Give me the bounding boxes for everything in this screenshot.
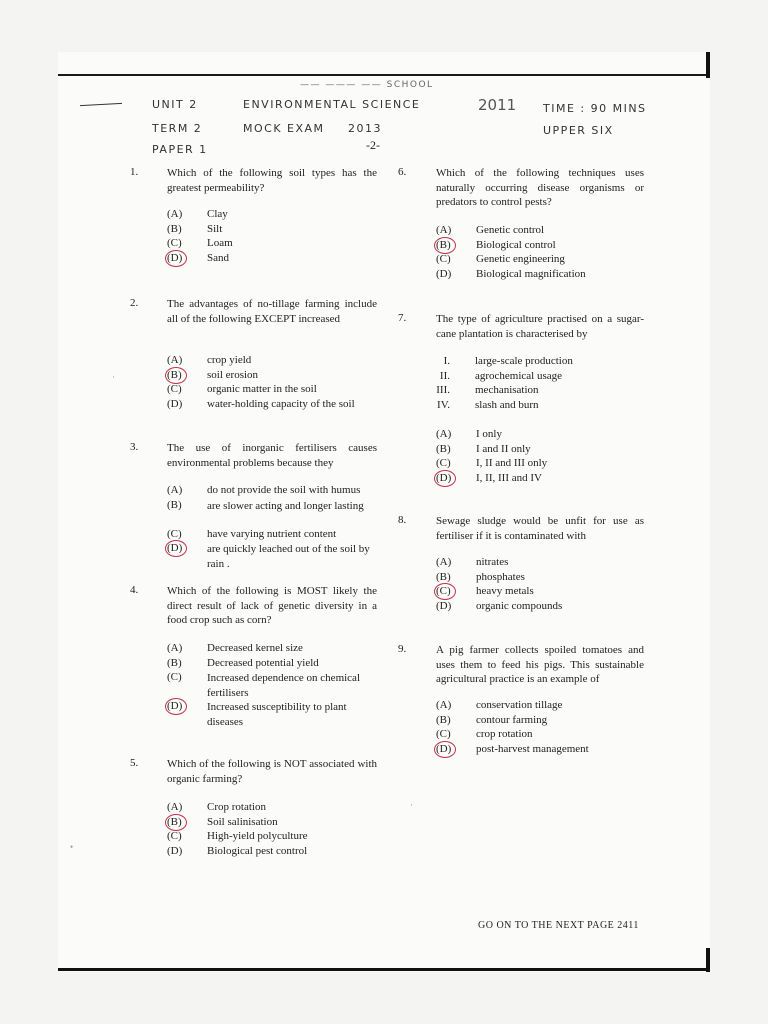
option-letter: (D) (167, 700, 183, 712)
option-text: organic matter in the soil (207, 383, 317, 395)
stray-mark: • (70, 842, 74, 852)
option-text: crop yield (207, 354, 252, 366)
option-letter: (C) (436, 457, 451, 469)
option-text: Increased dependence on chemical fertilisers (207, 672, 360, 699)
statement-text: slash and burn (475, 398, 539, 411)
option-letter: (A) (436, 224, 452, 236)
option-letter: (D) (167, 844, 183, 857)
option-text: post-harvest management (476, 742, 589, 755)
option-text: Sand (207, 251, 229, 264)
year-label: 2011 (478, 96, 517, 114)
exam-year-label: 2013 (348, 122, 382, 135)
top-right-rule (706, 52, 710, 78)
bottom-rule (58, 968, 710, 971)
option-letter: (D) (167, 251, 183, 264)
option-text: Loam (207, 237, 233, 249)
option-letter: (C) (436, 253, 451, 265)
statement-text: agrochemical usage (475, 369, 563, 382)
question-number: 6. (398, 166, 407, 178)
statement-numeral: I. (443, 355, 450, 367)
question-stem: A pig farmer collects spoiled tomatoes and uses them to feed his pigs. This sustainable agricultural practice is an example of (436, 644, 644, 685)
option-letter: (B) (167, 815, 182, 828)
question-number: 9. (398, 643, 407, 655)
option-letter: (C) (436, 585, 451, 597)
option-text: soil erosion (207, 368, 259, 381)
option-text: Biological control (476, 238, 556, 251)
question-number: 8. (398, 514, 407, 526)
option-letter: (A) (436, 699, 452, 711)
option-text: are quickly leached out of the soil by rain . (207, 543, 370, 570)
option-text: High-yield polyculture (207, 830, 308, 842)
question-number: 7. (398, 312, 407, 324)
school-word: SCHOOL (386, 80, 434, 90)
option-letter: (B) (167, 656, 182, 669)
option-letter: (A) (436, 556, 452, 568)
form-label: UPPER SIX (543, 124, 614, 137)
option-letter: (C) (167, 830, 182, 842)
option-text: heavy metals (476, 585, 534, 597)
statement-text: large-scale production (475, 355, 573, 367)
question-stem: The use of inorganic fertilisers causes environmental problems because they (167, 442, 377, 469)
option-text: organic compounds (476, 599, 563, 612)
option-text: do not provide the soil with humus (207, 484, 361, 496)
option-letter: (B) (436, 713, 451, 726)
option-text: I only (476, 428, 502, 440)
option-letter: (D) (167, 397, 183, 410)
question-number: 1. (130, 166, 139, 178)
option-text: I, II, III and IV (476, 471, 542, 484)
unit-label: UNIT 2 (152, 98, 198, 111)
option-text: Soil salinisation (207, 815, 278, 828)
option-text: Genetic engineering (476, 253, 565, 265)
option-letter: (D) (167, 542, 183, 554)
question-stem: Which of the following soil types has the greatest permeability? (167, 167, 377, 194)
option-text: have varying nutrient content (207, 527, 337, 540)
option-letter: (C) (167, 671, 182, 683)
term-label: TERM 2 (152, 122, 203, 135)
option-text: Genetic control (476, 224, 545, 236)
question-number: 2. (130, 297, 139, 309)
option-letter: (A) (436, 428, 452, 440)
option-letter: (D) (436, 599, 452, 612)
stray-mark: · (410, 800, 413, 810)
option-letter: (D) (436, 267, 452, 280)
faint-school-header (300, 80, 434, 90)
option-letter: (C) (167, 527, 182, 540)
faint-scribble: —— ——— —— (300, 80, 383, 90)
statement-numeral: III. (436, 384, 450, 396)
question-stem: Which of the following is NOT associated with organic farming? (167, 758, 377, 785)
option-text: Clay (207, 208, 228, 220)
option-text: Biological magnification (476, 267, 586, 280)
question-stem: Sewage sludge would be unfit for use as fertiliser if it is contaminated with (436, 515, 644, 542)
question-stem: Which of the following is MOST likely the direct result of lack of genetic diversity in a food crop such as corn? (167, 585, 377, 626)
subject-label: ENVIRONMENTAL SCIENCE (243, 98, 421, 111)
option-text: Decreased kernel size (207, 642, 303, 654)
option-text: Silt (207, 222, 223, 235)
question-number: 5. (130, 757, 139, 769)
question-stem: Which of the following techniques uses naturally occurring disease organisms or predators to control pests? (436, 167, 644, 208)
option-letter: (B) (436, 570, 451, 583)
question-number: 4. (130, 584, 139, 596)
question-stem: The type of agriculture practised on a sugar-cane plantation is characterised by (436, 313, 644, 340)
option-letter: (A) (167, 484, 183, 496)
option-letter: (A) (167, 208, 183, 220)
time-label: TIME : 90 MINS (543, 102, 647, 115)
statement-numeral: IV. (437, 398, 450, 411)
option-text: Crop rotation (207, 801, 266, 813)
option-letter: (A) (167, 642, 183, 654)
option-letter: (D) (436, 742, 452, 755)
option-text: phosphates (476, 570, 525, 583)
question-number: 3. (130, 441, 139, 453)
option-letter: (C) (167, 383, 182, 395)
option-text: Increased susceptibility to plant diseases (207, 701, 347, 728)
option-text: water-holding capacity of the soil (207, 397, 355, 410)
option-letter: (C) (436, 728, 451, 740)
option-text: I and II only (476, 442, 531, 455)
stray-mark: · (112, 372, 115, 382)
exam-label: MOCK EXAM (243, 122, 325, 135)
option-text: contour farming (476, 713, 548, 726)
option-text: Decreased potential yield (207, 656, 319, 669)
option-text: nitrates (476, 556, 509, 568)
paper-label: PAPER 1 (152, 143, 208, 156)
footer-next-page: GO ON TO THE NEXT PAGE 2411 (478, 920, 639, 931)
bottom-right-rule (706, 948, 710, 972)
statement-numeral: II. (439, 369, 450, 382)
option-letter: (B) (167, 498, 182, 511)
statement-text: mechanisation (475, 384, 539, 396)
option-text: are slower acting and longer lasting (207, 499, 364, 512)
option-letter: (A) (167, 801, 183, 813)
option-letter: (B) (167, 222, 182, 235)
option-letter: (B) (436, 442, 451, 455)
page-number: -2- (366, 138, 380, 152)
option-letter: (D) (436, 471, 452, 484)
option-text: conservation tillage (476, 699, 563, 711)
option-text: I, II and III only (476, 457, 548, 469)
top-rule (58, 74, 710, 76)
option-letter: (B) (436, 238, 451, 251)
option-letter: (C) (167, 237, 182, 249)
question-stem: The advantages of no-tillage farming include all of the following EXCEPT increased (167, 298, 377, 325)
option-text: crop rotation (476, 728, 533, 740)
option-letter: (A) (167, 354, 183, 366)
option-text: Biological pest control (207, 844, 308, 857)
option-letter: (B) (167, 368, 182, 381)
